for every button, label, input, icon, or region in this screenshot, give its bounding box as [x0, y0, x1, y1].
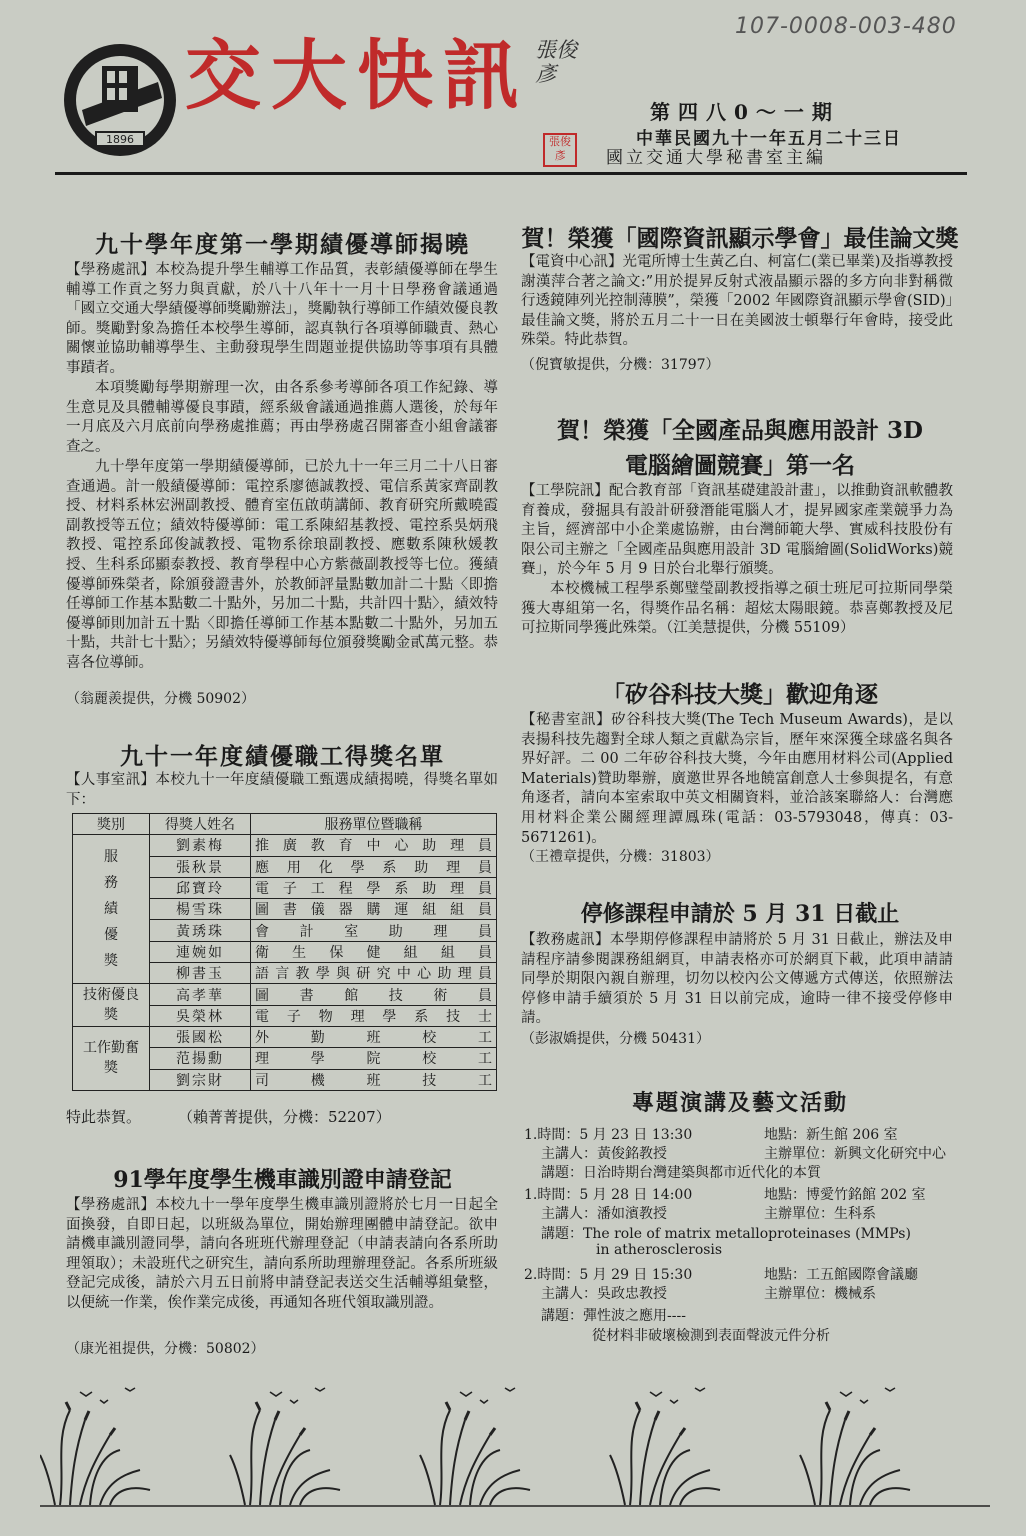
awardee-name: 張國松 [150, 1026, 251, 1047]
awardee-unit: 圖書館技術員 [251, 984, 497, 1005]
bird-grass-decoration-icon [40, 1380, 990, 1510]
calligraphy-signature: 張俊彥 [535, 38, 577, 86]
awardee-unit: 理學院校工 [251, 1048, 497, 1069]
staff-awards-table [72, 813, 497, 1091]
lecture-topic: 講題：彈性波之應用---- [541, 1308, 686, 1324]
seal-stamp: 張俊彥 [543, 133, 577, 167]
tech-museum-body: 【秘書室訊】矽谷科技大獎(The Tech Museum Awards)，是以表揚科技先趨對全球人類之貢獻為宗旨，歷年來深獲全球盛名與各界好評。二 00 二年矽谷科技大獎，今年由應用材料公司(Applied Materials)贊助舉辦，廣邀世界各地饒富創意人士參與提名，有意角逐者，請向本室索取中英文相關資料，並洽該案聯絡人：台灣應用材料企業公關經理譚鳳珠(電話：03-5793048，傳真：03-5671261)。 [521, 712, 953, 846]
staff-awards-title: 九十一年度績優職工得獎名單 [120, 743, 445, 770]
withdraw-title: 停修課程申請於 5 月 31 日截止 [580, 901, 900, 927]
award-category-label: 服務績優獎 [104, 849, 118, 970]
awardee-name: 黃琇珠 [150, 920, 251, 941]
mentor-title: 九十學年度第一學期績優導師揭曉 [95, 231, 470, 258]
awardee-name: 邱寶玲 [150, 877, 251, 898]
award-category [73, 1026, 150, 1090]
awardee-unit: 電子物理學系技士 [251, 1005, 497, 1026]
lecture-topic-cont: in atherosclerosis [596, 1242, 723, 1258]
cad-title-line2: 電腦繪圖競賽」第一名 [625, 452, 855, 479]
table-row [73, 984, 497, 1005]
awardee-unit: 外勤班校工 [251, 1026, 497, 1047]
award-category-label: 技術優良獎 [83, 987, 139, 1024]
lecture-speaker: 主講人：吳政忠教授 [541, 1286, 667, 1302]
scooter-title: 91學年度學生機車識別證申請登記 [113, 1167, 452, 1193]
table-header: 獎別 [73, 814, 150, 835]
archive-number: 107-0008-003-480 [735, 14, 957, 39]
sid-credit: （倪寶敏提供，分機：31797） [521, 357, 720, 373]
awardee-name: 高孝華 [150, 984, 251, 1005]
table-header-row [73, 814, 497, 835]
scooter-body: 【學務處訊】本校九十一學年度學生機車識別證將於七月一日起全面換發，自即日起，以班級為單位，開始辦理團體申請登記。欲申請機車識別證同學，請向各班班代辦理登記（申請表請向各系所助理領取）；未設班代之研究生，請向系所助理辦理登記。各系所班級登記完成後，請於六月五日前將申請登記表送交生活輔導組彙整，以便統一作業，俟作業完成後，再通知各班代領取識別證。 [66, 1197, 498, 1311]
table-row [73, 1026, 497, 1047]
lecture-time: 2.時間：5 月 29 日 15:30 [524, 1267, 693, 1283]
scooter-credit: （康光祖提供，分機：50802） [66, 1341, 265, 1357]
issue-number: 第四八0～一期 [650, 100, 840, 124]
award-category [73, 984, 150, 1027]
withdraw-body: 【教務處訊】本學期停修課程申請將於 5 月 31 日截止，辦法及申請程序請參閱課務組網頁，申請表格亦可於網頁下載，此項申請請同學於期限內親自辦理，切勿以校內公文傳遞方式傳送，依照辦法停修申請手續須於 5 月 31 日以前完成，逾時一律不接受停修申請。 [521, 932, 953, 1027]
mentor-credit: （翁麗羨提供，分機 50902） [66, 691, 255, 707]
staff-awards-closing: 特此恭賀。 [66, 1108, 142, 1126]
award-category [73, 835, 150, 984]
awardee-unit: 會計室助理員 [251, 920, 497, 941]
lecture-time: 1.時間：5 月 28 日 14:00 [524, 1187, 693, 1203]
award-category-label: 工作勤奮獎 [83, 1040, 139, 1077]
mentor-paragraph-1: 【學務處訊】本校為提升學生輔導工作品質，表彰績優導師在學生輔導工作貢之努力與貢獻，於八十八年十一月十日學務會議通過「國立交通大學績優導師獎勵辦法」，獎勵執行導師工作績效優良教師。獎勵對象為擔任本校學生導師，認真執行各項導師職責、熱心關懷並協助輔導學生、主動發現學生問題並提供協助等事項有具體事蹟者。 [66, 262, 498, 376]
awardee-unit: 電子工程學系助理員 [251, 877, 497, 898]
table-header: 服務單位暨職稱 [251, 814, 497, 835]
awardee-unit: 推廣教育中心助理員 [251, 835, 497, 856]
mentor-paragraph-2: 本項獎勵每學期辦理一次，由各系參考導師各項工作紀錄、導生意見及具體輔導優良事蹟，經系級會議通過推薦人選後，於每年一月底及六月底前向學務處推薦；再由學務處召開審查小組會議審查之。 [66, 380, 498, 455]
table-header: 得獎人姓名 [150, 814, 251, 835]
cad-paragraph-1: 【工學院訊】配合教育部「資訊基礎建設計畫」，以推動資訊軟體教育養成，發掘具有設計研發潛能電腦人才，提昇國家產業競爭力為主旨，經濟部中小企業處協辦，由台灣師範大學、實威科技股份有限公司主辦之「全國產品與應用設計 3D 電腦繪圖(SolidWorks)競賽」，於今年 5 月 9 日於台北舉行頒獎。 [521, 483, 953, 578]
lecture-place: 地點：新生館 206 室 [764, 1127, 898, 1143]
awardee-name: 連婉如 [150, 941, 251, 962]
tech-museum-credit: （王禮章提供，分機：31803） [521, 849, 720, 865]
awardee-unit: 語言教學與研究中心助理員 [251, 963, 497, 984]
mentor-paragraph-3: 九十學年度第一學期績優導師，已於九十一年三月二十八日審查通過。計一般績優導師：電控系廖德誠教授、電信系黃家齊副教授、材料系林宏洲副教授、體育室伍啟萌講師、教育研究所戴曉霞副教授等五位；績效特優導師：電工系陳紹基教授、電控系吳炳飛教授、電控系邱俊誠教授、電物系徐琅副教授、應數系陳秋媛教授、生科系邱顯泰教授、教育學程中心方紫薇副教授等七位。獲績優導師殊榮者，除頒發證書外，於教師評量點數加計二十點〈即擔任導師工作基本點數二十點外，另加二十點，共計四十點〉，績效特優導師則加計五十點〈即擔任導師工作基本點數二十點外，另加五十點，共計七十點〉；另績效特優導師每位頒發獎勵金貳萬元整。恭喜各位導師。 [66, 459, 498, 671]
svg-text:1896: 1896 [106, 133, 134, 146]
lecture-speaker: 主講人：黃俊銘教授 [541, 1146, 667, 1162]
lecture-topic: 講題：日治時期台灣建築與都市近代化的本質 [541, 1165, 821, 1181]
awardee-name: 楊雪珠 [150, 899, 251, 920]
awardee-name: 劉宗財 [150, 1069, 251, 1090]
sid-title: 賀！榮獲「國際資訊顯示學會」最佳論文獎 [521, 225, 959, 252]
awardee-unit: 應用化學系助理員 [251, 856, 497, 877]
lectures-title: 專題演講及藝文活動 [631, 1090, 848, 1116]
lecture-place: 地點：博愛竹銘館 202 室 [764, 1187, 926, 1203]
masthead-title: 交大快訊 [185, 31, 529, 120]
header-rule [55, 172, 967, 175]
awardee-name: 張秋景 [150, 856, 251, 877]
lecture-speaker: 主講人：潘如濱教授 [541, 1206, 667, 1222]
lecture-place: 地點：工五館國際會議廳 [764, 1267, 918, 1283]
lecture-topic-cont: 從材料非破壞檢測到表面聲波元件分析 [592, 1328, 830, 1344]
issue-date: 中華民國九十一年五月二十三日 [636, 129, 902, 149]
awardee-unit: 司機班技工 [251, 1069, 497, 1090]
awardee-name: 柳書玉 [150, 963, 251, 984]
awardee-name: 范揚勳 [150, 1048, 251, 1069]
awardee-name: 吳榮林 [150, 1005, 251, 1026]
tech-museum-title: 「矽谷科技大獎」歡迎角逐 [602, 681, 878, 708]
staff-awards-credit: （賴菁菁提供，分機：52207） [178, 1108, 391, 1126]
university-logo-icon [60, 40, 180, 160]
cad-title-line1: 賀！榮獲「全國產品與應用設計 3D [557, 417, 923, 444]
table-row [73, 835, 497, 856]
lecture-host: 主辦單位：新興文化研究中心 [764, 1146, 946, 1162]
cad-paragraph-2: 本校機械工程學系鄭璧瑩副教授指導之碩士班尼可拉斯同學榮獲大專組第一名，得獎作品名稱：超炫太陽眼鏡。恭喜鄭教授及尼可拉斯同學獲此殊榮。（江美慧提供，分機 55109） [521, 581, 953, 637]
sid-body: 【電資中心訊】光電所博士生黃乙白、柯富仁(業已畢業)及指導教授謝漢萍合著之論文:”用於提昇反射式液晶顯示器的多方向非對稱微行透鏡陣列光控制薄膜”，榮獲「2002 年國際資訊顯示學會(SID)」最佳論文獎，將於五月二十一日在美國波士頓舉行年會時，接受此殊榮。特此恭賀。 [521, 254, 953, 349]
publisher: 國立交通大學秘書室主編 [606, 148, 826, 168]
lecture-topic: 講題：The role of matrix metalloproteinases (MMPs) [541, 1226, 911, 1242]
lecture-time: 1.時間：5 月 23 日 13:30 [524, 1127, 693, 1143]
staff-awards-intro: 【人事室訊】本校九十一年度績優職工甄選成績揭曉，得獎名單如下： [66, 772, 498, 808]
lecture-host: 主辦單位：生科系 [764, 1206, 876, 1222]
awardee-unit: 圖書儀器購運組組員 [251, 899, 497, 920]
awardee-name: 劉素梅 [150, 835, 251, 856]
lecture-host: 主辦單位：機械系 [764, 1286, 876, 1302]
withdraw-credit: （彭淑嬌提供，分機 50431） [521, 1031, 710, 1047]
awardee-unit: 衛生保健組組員 [251, 941, 497, 962]
